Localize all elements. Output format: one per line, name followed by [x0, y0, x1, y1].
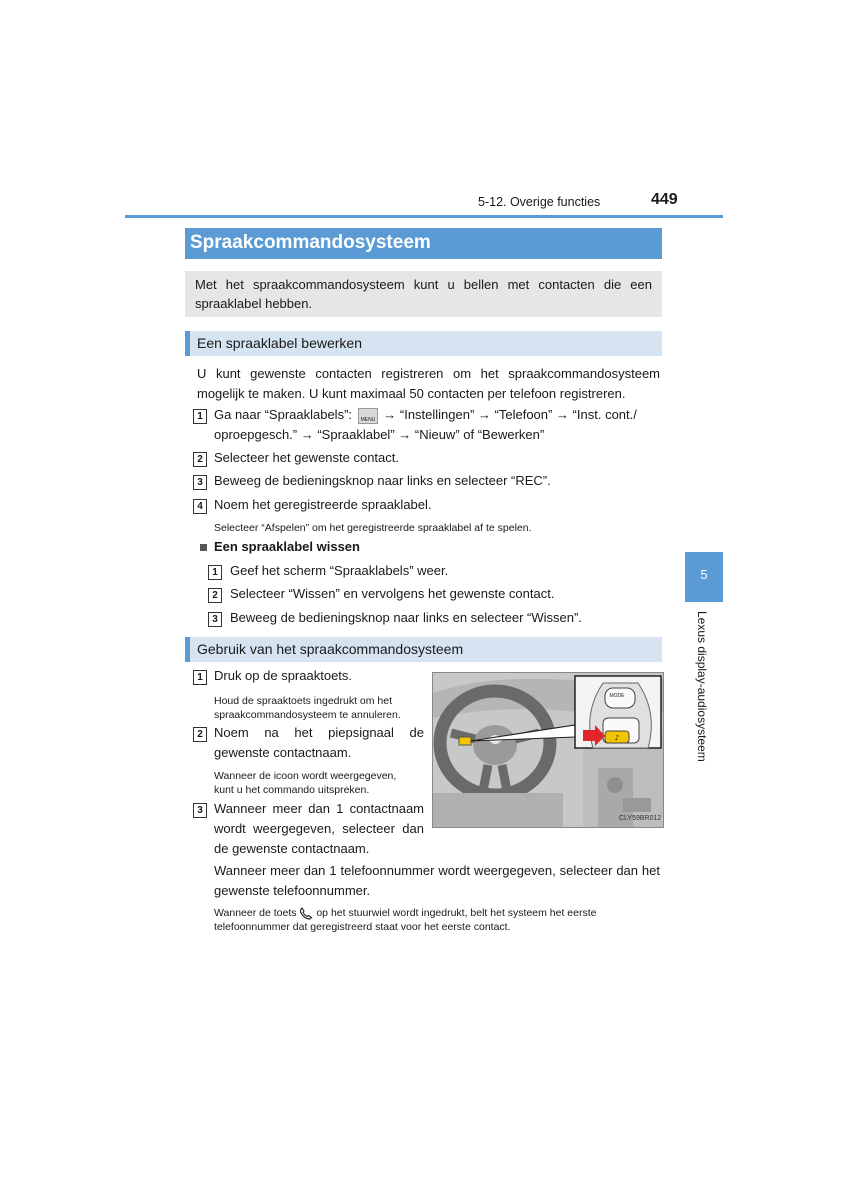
use-step-3-line-1: Wanneer meer dan 1 contactnaam: [214, 801, 424, 816]
menu-button-icon: [358, 408, 378, 424]
step-3-text: Beweeg de bedieningsknop naar links en selecteer “REC”.: [214, 473, 551, 488]
use-step-2-note-line-2: kunt u het commando uitspreken.: [214, 784, 370, 796]
step-number: 1: [193, 670, 207, 685]
use-step-1-note-line-2: spraakcommandosysteem te annuleren.: [214, 709, 401, 721]
steering-wheel-illustration: [432, 672, 664, 828]
phone-icon: [299, 907, 313, 920]
menu-icon-label: MENU: [360, 416, 376, 423]
step-2-text: Selecteer het gewenste contact.: [214, 450, 400, 465]
mode-button-label: MODE: [609, 693, 625, 699]
delete-step-2-text: Selecteer “Wissen” en vervolgens het gewenste contact.: [230, 586, 555, 601]
final-note-before: Wanneer de toets: [214, 907, 297, 919]
final-note-line-1: [214, 906, 660, 920]
intro-box: [185, 271, 662, 317]
chapter-side-label: [695, 611, 713, 771]
header-rule: [125, 215, 723, 218]
step-number: 3: [193, 475, 207, 490]
section-heading-use-voice-command: Gebruik van het spraakcommandosysteem: [185, 637, 662, 662]
followup-paragraph: Wanneer meer dan 1 telefoonnummer wordt weergegeven, selecteer dan het gewenste telefoonnummer.: [214, 863, 660, 898]
step-4-text: Noem het geregistreerde spraaklabel.: [214, 497, 432, 512]
page-title: Spraakcommandosysteem: [185, 228, 662, 259]
delete-step-1-text: Geef het scherm “Spraaklabels” weer.: [230, 563, 449, 578]
use-step-2-note-line-1: Wanneer de icoon wordt weergegeven,: [214, 770, 397, 782]
final-note-line-2: telefoonnummer dat geregistreerd staat voor het eerste contact.: [214, 921, 511, 933]
page-number: 449: [651, 191, 678, 208]
chapter-title: Lexus display-audiosysteem: [695, 611, 709, 762]
use-step-2-line-1: Noem na het piepsignaal de: [214, 725, 424, 740]
delete-step-3-text: Beweeg de bedieningsknop naar links en selecteer “Wissen”.: [230, 610, 582, 625]
use-step-2-line-2: gewenste contactnaam.: [214, 745, 352, 760]
steering-wheel-drawing: [433, 673, 663, 827]
step-number: 1: [193, 409, 207, 424]
svg-text:♪: ♪: [614, 734, 620, 742]
section-heading-edit-voice-tag: Een spraaklabel bewerken: [185, 331, 662, 356]
step-1-line-1: [214, 405, 662, 425]
use-step-1-note-line-1: Houd de spraaktoets ingedrukt om het: [214, 695, 393, 707]
step-1-line-2: oproepgesch.” → “Spraaklabel” → “Nieuw” of “Bewerken”: [214, 427, 545, 442]
section1-intro: U kunt gewenste contacten registreren om het spraakcommandosysteem mogelijk te maken. U kunt maximaal 50 contacten per telefoon registreren.: [197, 366, 660, 401]
use-step-3-line-2: wordt weergegeven, selecteer dan: [214, 821, 424, 836]
step-number: 1: [208, 565, 222, 580]
step-number: 2: [208, 588, 222, 603]
step-number: 4: [193, 499, 207, 514]
section-header-title: 5-12. Overige functies: [478, 195, 601, 209]
subsection-title: Een spraaklabel wissen: [214, 539, 360, 554]
step-number: 2: [193, 727, 207, 742]
step-1-text-before: Ga naar “Spraaklabels”:: [214, 407, 353, 422]
bullet-square-icon: [200, 544, 207, 551]
step-1-text-after: → “Instellingen” → “Telefoon” → “Inst. cont./: [383, 407, 637, 422]
playback-note: Selecteer “Afspelen” om het geregistreerde spraaklabel af te spelen.: [214, 522, 532, 534]
step-number: 3: [208, 612, 222, 627]
chapter-tab: 5: [685, 552, 723, 602]
step-number: 2: [193, 452, 207, 467]
use-step-3-line-3: de gewenste contactnaam.: [214, 841, 370, 856]
use-step-1-text: Druk op de spraaktoets.: [214, 668, 353, 683]
figure-code: CLY59BR012: [619, 815, 662, 822]
step-number: 3: [193, 803, 207, 818]
intro-text: Met het spraakcommandosysteem kunt u bellen met contacten die een spraaklabel hebben.: [195, 277, 652, 311]
final-note-after: op het stuurwiel wordt ingedrukt, belt het systeem het eerste: [316, 907, 597, 919]
